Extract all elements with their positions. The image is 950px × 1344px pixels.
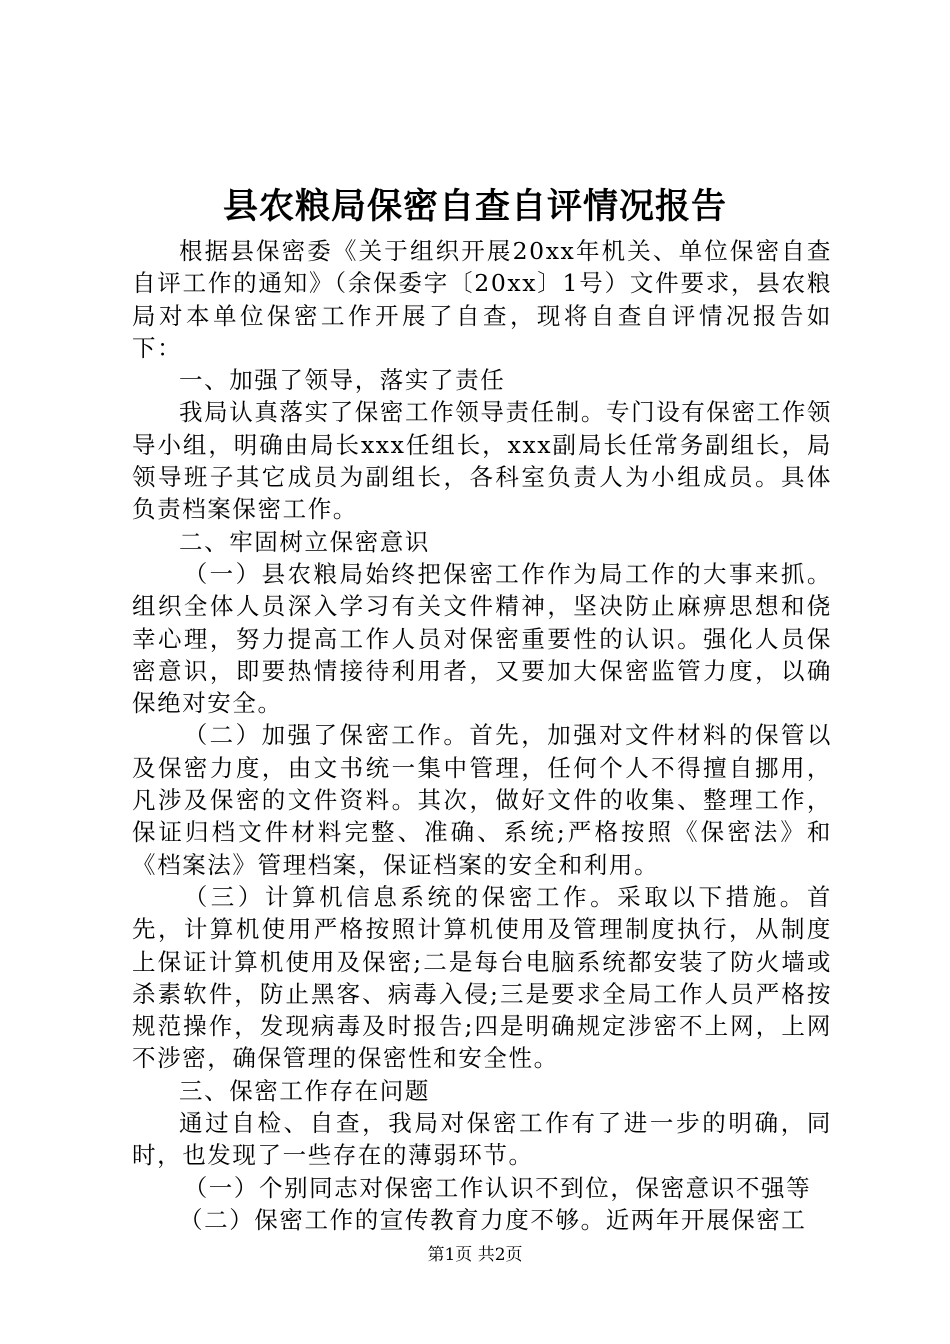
- body-paragraph: 通过自检、自查，我局对保密工作有了进一步的明确，同时，也发现了一些存在的薄弱环节。: [132, 1109, 832, 1170]
- body-paragraph: （三）计算机信息系统的保密工作。采取以下措施。首先，计算机使用严格按照计算机使用及管理制度执行，从制度上保证计算机使用及保密;二是每台电脑系统都安装了防火墙或杀素软件，防止黑客、病毒入侵;三是要求全局工作人员严格按规范操作，发现病毒及时报告;四是明确规定涉密不上网，上网不涉密，确保管理的保密性和安全性。: [132, 882, 832, 1073]
- document-body: [132, 235, 832, 1236]
- section-heading-3: 三、保密工作存在问题: [179, 1076, 430, 1105]
- body-paragraph: （二）保密工作的宣传教育力度不够。近两年开展保密工: [179, 1205, 807, 1234]
- document-title: 县农粮局保密自查自评情况报告: [222, 186, 727, 227]
- section-heading-1: 一、加强了领导，落实了责任: [179, 366, 506, 395]
- section-heading-2: 二、牢固树立保密意识: [179, 527, 430, 556]
- body-paragraph: 我局认真落实了保密工作领导责任制。专门设有保密工作领导小组，明确由局长xxx任组长，xxx副局长任常务副组长，局领导班子其它成员为副组长，各科室负责人为小组成员。具体负责档案保密工作。: [132, 398, 832, 524]
- body-paragraph: （一）个别同志对保密工作认识不到位，保密意识不强等: [183, 1173, 812, 1202]
- body-paragraph: （二）加强了保密工作。首先，加强对文件材料的保管以及保密力度，由文书统一集中管理，任何个人不得擅自挪用，凡涉及保密的文件资料。其次，做好文件的收集、整理工作，保证归档文件材料完整、准确、系统;严格按照《保密法》和《档案法》管理档案，保证档案的安全和利用。: [132, 721, 832, 879]
- body-paragraph: （一）县农粮局始终把保密工作作为局工作的大事来抓。组织全体人员深入学习有关文件精神，坚决防止麻痹思想和侥幸心理，努力提高工作人员对保密重要性的认识。强化人员保密意识，即要热情接待利用者，又要加大保密监管力度，以确保绝对安全。: [132, 559, 832, 718]
- page-footer: 第1页 共2页: [427, 1245, 523, 1265]
- intro-paragraph: 根据县保密委《关于组织开展20xx年机关、单位保密自查自评工作的通知》（余保委字〔20xx〕1号）文件要求，县农粮局对本单位保密工作开展了自查，现将自查自评情况报告如下：: [132, 237, 832, 362]
